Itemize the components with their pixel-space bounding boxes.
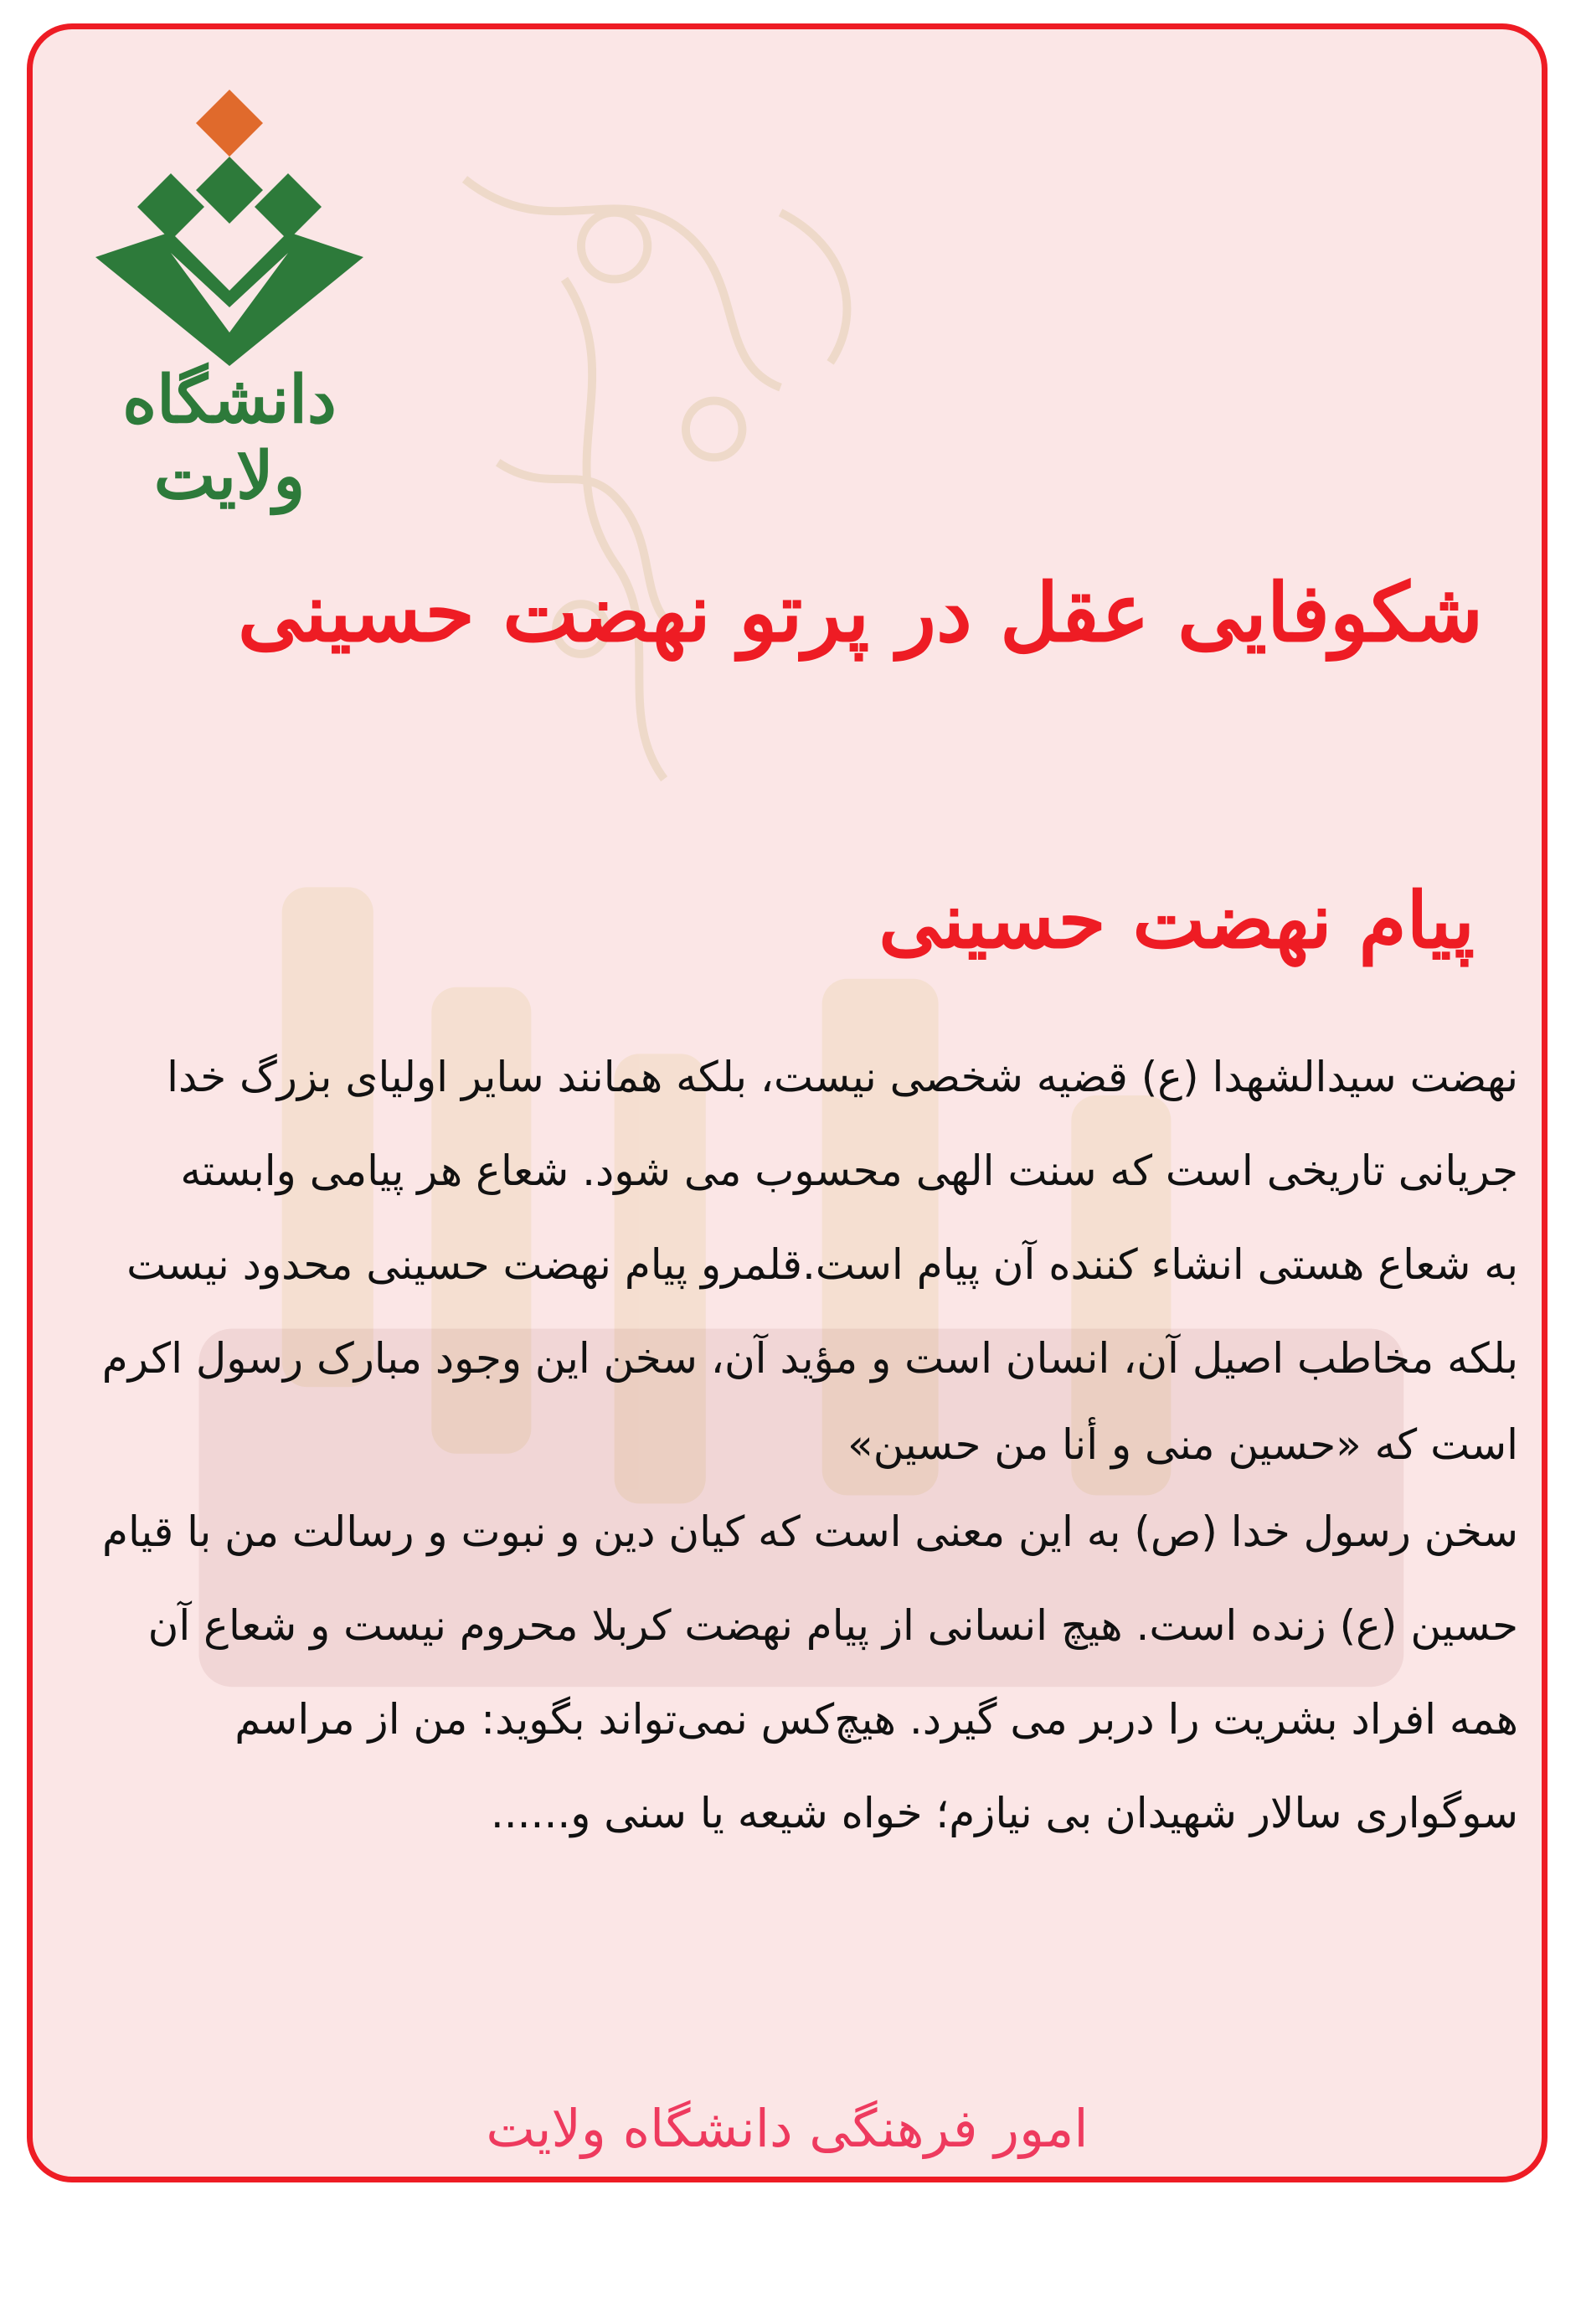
paragraph-line: بلکه مخاطب اصیل آن، انسان است و مؤید آن، سخن این وجود مبارک رسول اکرم [101, 1334, 1518, 1383]
article-body [44, 1030, 1518, 1860]
paragraph-line: حسین (ع) زنده است. هیچ انسانی از پیام نهضت کربلا محروم نیست و شعاع آن [147, 1601, 1518, 1650]
paragraph-line: همه افراد بشریت را دربر می گیرد. هیچ‌کس نمی‌تواند بگوید: من از مراسم [234, 1695, 1518, 1744]
paragraph-line: است که «حسین منی و أنا من حسین» [847, 1420, 1518, 1469]
logo-text: دانشگاه ولایت [122, 362, 337, 514]
paragraph-line: به شعاع هستی انشاء کننده آن پیام است.قلمرو پیام نهضت حسینی محدود نیست [126, 1240, 1518, 1289]
footer-credit: امور فرهنگی دانشگاه ولایت [486, 2098, 1089, 2159]
paragraph-line: جریانی تاریخی است که سنت الهی محسوب می شود. شعاع هر پیامی وابسته [180, 1147, 1518, 1195]
page-subtitle: پیام نهضت حسینی [878, 875, 1475, 966]
logo-emblem-icon [79, 64, 380, 366]
paragraph-line: سخن رسول خدا (ص) به این معنی است که کیان دین و نبوت و رسالت من با قیام [102, 1507, 1518, 1556]
paragraph-line: نهضت سیدالشهدا (ع) قضیه شخصی نیست، بلکه همانند سایر اولیای بزرگ خدا [167, 1053, 1518, 1101]
paragraph-line: سوگواری سالار شهیدان بی نیازم؛ خواه شیعه یا سنی و...... [490, 1789, 1518, 1837]
page-frame [27, 23, 1548, 2182]
university-logo [79, 64, 380, 514]
page-title: شکوفایی عقل در پرتو نهضت حسینی [237, 565, 1483, 660]
